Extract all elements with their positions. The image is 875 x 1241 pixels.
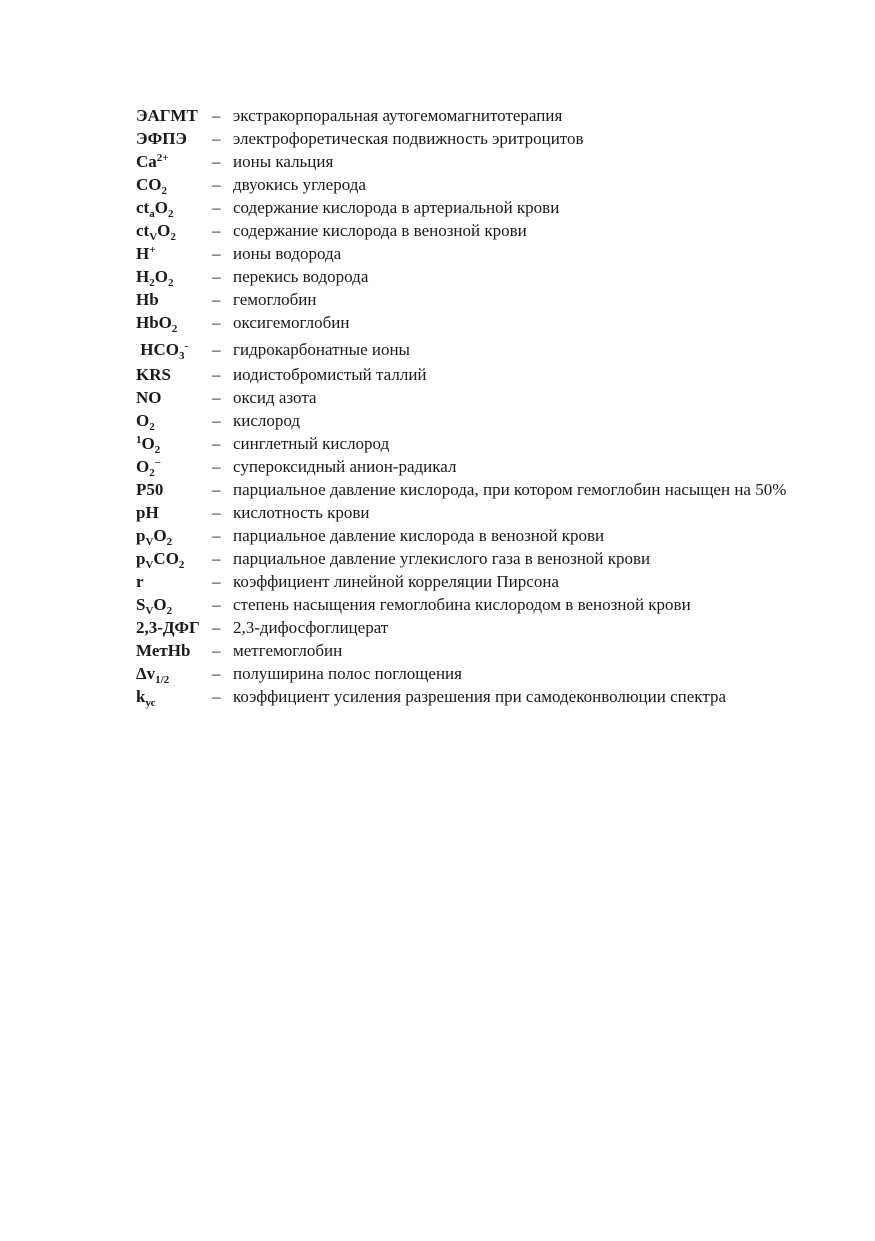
abbreviation-row [136,196,836,219]
abbreviation-row [136,242,836,265]
abbreviation-row [136,363,836,386]
separator-dash: – [212,503,221,522]
abbreviation-list [136,104,836,708]
abbreviation-row [136,616,836,639]
separator-dash: – [212,572,221,591]
abbreviation-row [136,336,836,363]
abbreviation-description: коэффициент усиления разрешения при самодеконволюции спектра [233,687,727,706]
abbreviation-description: кислотность крови [233,503,370,522]
abbreviation-term: P50 [136,480,164,499]
abbreviation-row [136,593,836,616]
abbreviation-description: гидрокарбонатные ионы [233,340,410,359]
abbreviation-term: pH [136,503,159,522]
abbreviation-row [136,570,836,593]
abbreviation-description: ионы водорода [233,244,342,263]
abbreviation-row [136,455,836,478]
abbreviation-term: H+ [136,244,156,263]
abbreviation-row [136,501,836,524]
separator-dash: – [212,457,221,476]
abbreviation-description: коэффициент линейной корреляции Пирсона [233,572,559,591]
abbreviation-row [136,409,836,432]
abbreviation-term: Hb [136,290,159,309]
abbreviation-term: $ct_VO_2$ [136,221,176,243]
abbreviation-description: кислород [233,411,301,430]
separator-dash: – [212,687,221,706]
separator-dash: – [212,595,221,614]
separator-dash: – [212,313,221,332]
separator-dash: – [212,129,221,148]
abbreviation-term: $^1O_2$ [136,434,161,456]
abbreviation-term: ЭФПЭ [136,129,187,148]
abbreviation-term: $k_{ус}$ [136,687,156,709]
abbreviation-description: оксид азота [233,388,317,407]
abbreviation-description: степень насыщения гемоглобина кислородом в венозной крови [233,595,691,614]
abbreviation-term: $ct_aO_2$ [136,198,174,220]
abbreviation-row [136,386,836,409]
separator-dash: – [212,106,221,125]
abbreviation-row [136,288,836,311]
abbreviation-term: $\Delta v_{1/2}$ [136,664,170,686]
abbreviation-row [136,311,836,334]
abbreviation-term: HbO$_2$ [136,313,178,335]
abbreviation-term: NO [136,388,162,407]
abbreviation-term: 2,3-ДФГ [136,618,200,637]
abbreviation-term: ЭАГМТ [136,106,198,125]
abbreviation-description: перекись водорода [233,267,369,286]
abbreviation-description: парциальное давление кислорода в венозной крови [233,526,605,545]
separator-dash: – [212,365,221,384]
separator-dash: – [212,641,221,660]
abbreviation-term: $O_2$ [136,411,155,433]
abbreviation-description: ионы кальция [233,152,334,171]
abbreviation-term: r [136,572,144,591]
abbreviation-row [136,104,836,127]
abbreviation-description: полуширина полос поглощения [233,664,462,683]
abbreviation-description: оксигемоглобин [233,313,350,332]
abbreviation-description: 2,3-дифосфоглицерат [233,618,389,637]
separator-dash: – [212,549,221,568]
separator-dash: – [212,290,221,309]
abbreviation-description: парциальное давление углекислого газа в венозной крови [233,549,651,568]
separator-dash: – [212,434,221,453]
separator-dash: – [212,198,221,217]
abbreviation-row [136,265,836,288]
abbreviation-term: $p_VCO_2$ [136,549,185,571]
abbreviation-term: МетHb [136,641,191,660]
abbreviation-description: иодистобромистый таллий [233,365,427,384]
abbreviation-description: электрофоретическая подвижность эритроцитов [233,129,584,148]
abbreviation-description: содержание кислорода в артериальной крови [233,198,560,217]
separator-dash: – [212,388,221,407]
abbreviation-description: супероксидный анион-радикал [233,457,457,476]
abbreviation-term: $Ca^{2+}$ [136,152,169,171]
abbreviation-row [136,639,836,662]
abbreviation-row [136,173,836,196]
separator-dash: – [212,411,221,430]
abbreviation-term: $HCO_3^-$ [136,340,189,362]
abbreviation-term: KRS [136,365,171,384]
separator-dash: – [212,152,221,171]
separator-dash: – [212,221,221,240]
abbreviation-row [136,478,836,501]
separator-dash: – [212,480,221,499]
abbreviation-term: $O_2^-$ [136,457,162,479]
separator-dash: – [212,664,221,683]
abbreviation-row [136,685,836,708]
abbreviation-row [136,127,836,150]
separator-dash: – [212,618,221,637]
abbreviation-term: $CO_2$ [136,175,167,197]
abbreviation-row [136,662,836,685]
abbreviation-row [136,524,836,547]
separator-dash: – [212,244,221,263]
abbreviation-row [136,547,836,570]
separator-dash: – [212,175,221,194]
abbreviation-term: $p_VO_2$ [136,526,173,548]
abbreviation-row [136,432,836,455]
abbreviation-term: $S_VO_2$ [136,595,173,617]
abbreviation-description: гемоглобин [233,290,317,309]
abbreviation-row [136,150,836,173]
abbreviation-description: синглетный кислород [233,434,390,453]
abbreviation-row [136,219,836,242]
separator-dash: – [212,526,221,545]
abbreviation-description: метгемоглобин [233,641,343,660]
separator-dash: – [212,267,221,286]
abbreviation-term: $H_2O_2$ [136,267,174,289]
abbreviation-description: парциальное давление кислорода, при котором гемоглобин насыщен на 50% [233,480,787,499]
separator-dash: – [212,340,221,359]
abbreviation-description: содержание кислорода в венозной крови [233,221,527,240]
abbreviation-description: двуокись углерода [233,175,366,194]
abbreviation-description: экстракорпоральная аутогемомагнитотерапия [233,106,563,125]
